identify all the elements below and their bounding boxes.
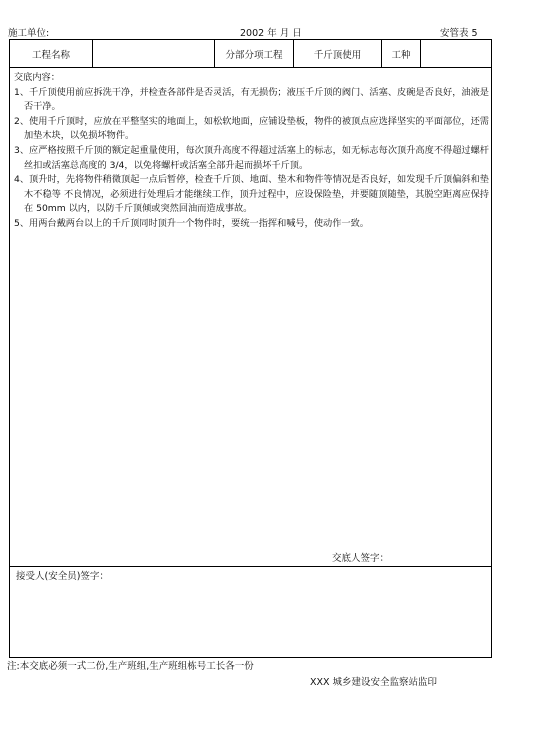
- receiver-signature-label: 接受人(安全员)签字：: [16, 571, 109, 582]
- project-name-label: 工程名称: [31, 49, 70, 61]
- briefer-signature-label: 交底人签字：: [332, 553, 390, 564]
- supervision-stamp: XXX 城乡建设安全监察站监印: [310, 677, 438, 688]
- subdivision-value[interactable]: 千斤顶使用: [313, 49, 362, 61]
- project-name-value[interactable]: [93, 40, 214, 67]
- content-item: 4、顶升时，先将物件稍微顶起一点后暂停，检查千斤顶、地面、垫木和物件等情况是否良好，如发现千斤顶偏斜和垫木不稳等 不良情况，必须进行处理后才能继续工作，顶升过程中，应设保险垫，并要随顶随垫，其脱空距离应保持在 50mm 以内，以防千斤顶倾或突然回油而造成事故。: [14, 174, 489, 215]
- construction-unit-label: 施工单位:: [8, 28, 50, 39]
- content-item: 2、使用千斤顶时，应放在平整坚实的地面上，如松软地面，应铺设垫板，物件的被顶点应选择坚实的平面部位，还需加垫木块，以免损坏物件。: [14, 115, 489, 142]
- content-item: 3、应严格按照千斤顶的额定起重量使用，每次顶升高度不得超过活塞上的标志，如无标志每次顶升高度不得超过螺杆丝扣或活塞总高度的 3/4，以免将螺杆或活塞全部升起而损坏千斤顶。: [14, 144, 489, 171]
- content-heading: 交底内容：: [14, 72, 60, 83]
- form-code: 安管表 5: [440, 28, 478, 39]
- footer-note: 注:本交底必须一式二份,生产班组,生产班组栋号工长各一份: [7, 661, 254, 672]
- section-divider: [10, 566, 491, 567]
- briefing-form-table: [9, 39, 492, 658]
- trade-label: 工种: [391, 49, 411, 61]
- content-item: 1、千斤顶使用前应拆洗干净，并检查各部件是否灵活，有无损伤；液压千斤顶的阀门、活塞、皮碗是否良好，油液是否干净。: [14, 86, 489, 113]
- subdivision-label: 分部分项工程: [225, 49, 283, 61]
- date-label: 2002 年 月 日: [240, 28, 302, 39]
- trade-value[interactable]: [421, 40, 491, 67]
- table-header-row: [10, 40, 491, 68]
- briefing-content: [14, 71, 489, 232]
- content-item: 5、用两台戴两台以上的千斤顶同时顶升一个物件时，要统一指挥和喊号，使动作一致。: [14, 217, 369, 229]
